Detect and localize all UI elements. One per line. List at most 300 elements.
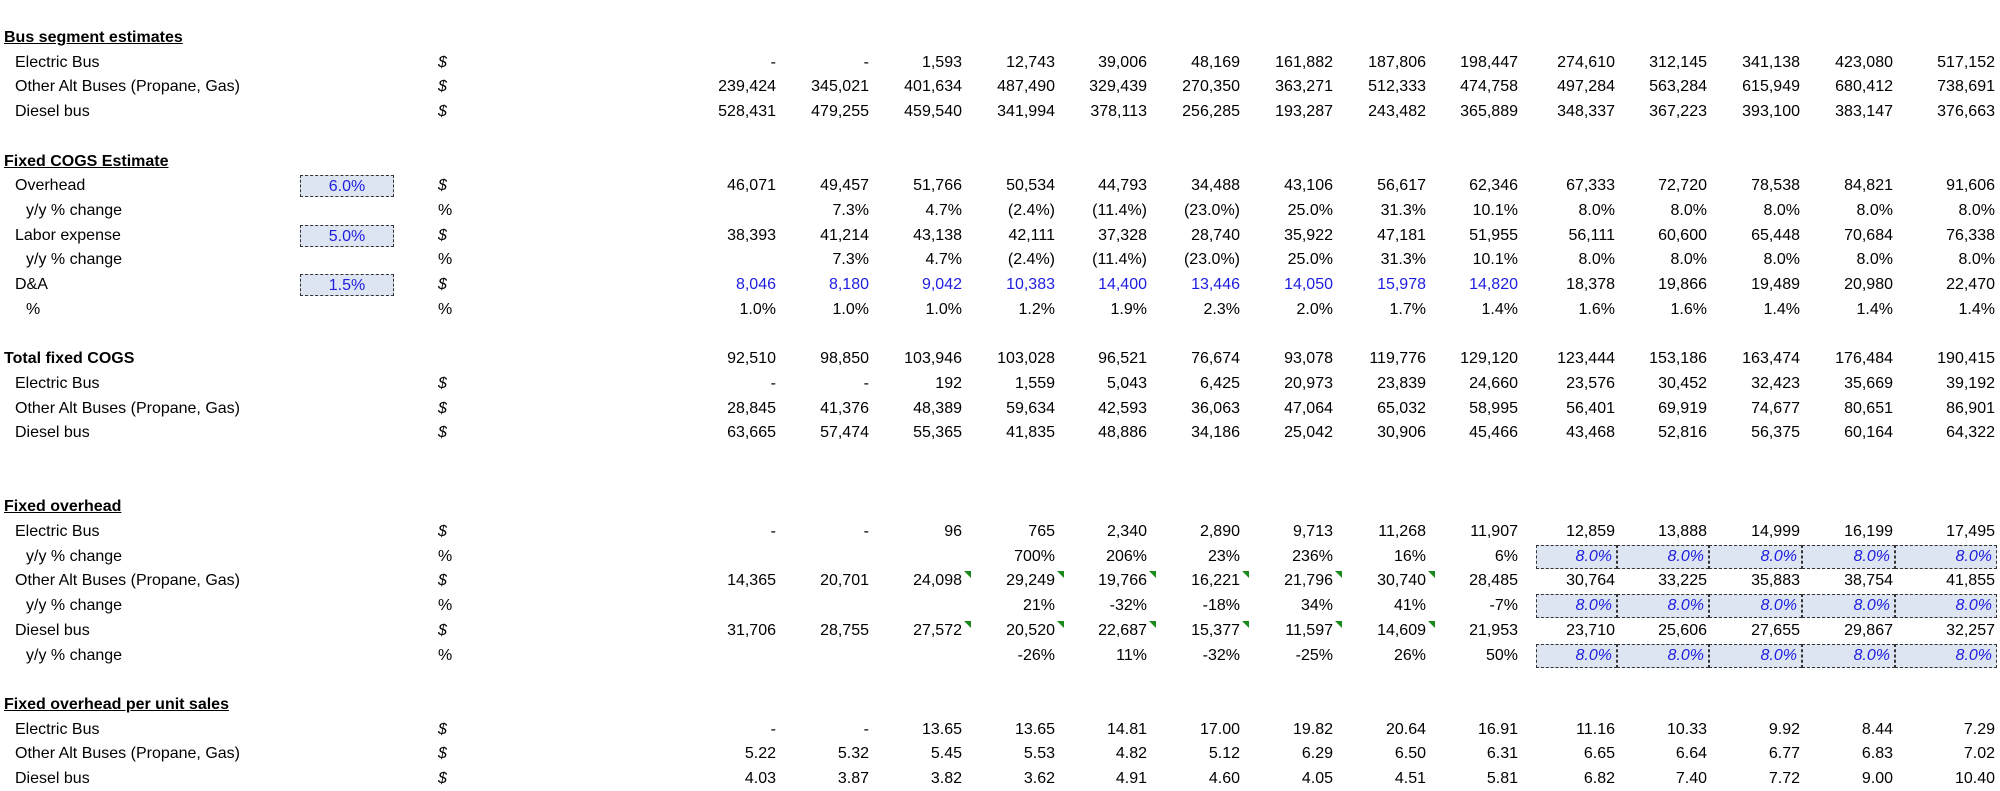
value-cell[interactable]: 37,328 <box>1098 226 1147 244</box>
value-cell[interactable]: 14,609 <box>1377 621 1426 639</box>
value-cell[interactable]: (11.4%) <box>1092 251 1147 269</box>
value-cell[interactable]: 72,720 <box>1658 177 1707 195</box>
value-cell[interactable]: 70,684 <box>1844 226 1893 244</box>
value-cell[interactable]: 497,284 <box>1557 78 1615 96</box>
value-cell[interactable]: 14.81 <box>1106 720 1147 738</box>
value-cell[interactable]: 50,534 <box>1006 177 1055 195</box>
value-cell[interactable]: 329,439 <box>1089 78 1147 96</box>
value-cell[interactable]: (2.4%) <box>1007 251 1055 269</box>
value-cell[interactable]: 30,906 <box>1377 424 1426 442</box>
row-sublabel[interactable]: y/y % change <box>26 646 123 664</box>
value-cell[interactable]: 56,617 <box>1377 177 1426 195</box>
row-sublabel[interactable]: y/y % change <box>26 597 123 615</box>
value-cell[interactable]: 29,249 <box>1006 572 1055 590</box>
value-cell[interactable]: 8.0% <box>1958 251 1995 269</box>
value-cell[interactable]: 39,006 <box>1098 53 1147 71</box>
forecast-input-cell[interactable]: 8.0% <box>1895 644 1997 668</box>
value-cell[interactable] <box>874 545 962 569</box>
value-cell[interactable]: (2.4%) <box>1007 201 1055 219</box>
value-cell[interactable]: 10.1% <box>1472 201 1518 219</box>
value-cell[interactable]: 30,764 <box>1566 572 1615 590</box>
value-cell[interactable]: - <box>863 720 869 738</box>
value-cell[interactable]: 383,147 <box>1835 103 1893 121</box>
value-cell[interactable]: 8.0% <box>1856 201 1893 219</box>
value-cell[interactable]: 30,452 <box>1658 374 1707 392</box>
value-cell[interactable]: 8.0% <box>1670 201 1707 219</box>
total-cell[interactable]: 153,186 <box>1649 350 1707 368</box>
value-cell[interactable]: 6.64 <box>1675 745 1707 763</box>
value-cell[interactable]: 57,474 <box>820 424 869 442</box>
value-cell[interactable]: 14,365 <box>727 572 776 590</box>
value-cell[interactable]: 1.2% <box>1018 300 1055 318</box>
value-cell[interactable]: 7.72 <box>1768 770 1800 787</box>
forecast-input-cell[interactable]: 8.0% <box>1536 644 1617 668</box>
value-cell[interactable] <box>688 594 776 618</box>
value-cell[interactable]: 64,322 <box>1946 424 1995 442</box>
value-cell[interactable]: 1.4% <box>1958 300 1995 318</box>
value-cell[interactable]: 3.82 <box>930 770 962 787</box>
value-cell[interactable]: 12,859 <box>1566 523 1615 540</box>
value-cell[interactable]: 6.65 <box>1583 745 1615 763</box>
value-cell[interactable]: 6.50 <box>1394 745 1426 763</box>
value-cell[interactable]: 48,389 <box>913 399 962 417</box>
value-cell[interactable]: 243,482 <box>1368 103 1426 121</box>
value-cell[interactable]: 55,365 <box>913 424 962 442</box>
value-cell[interactable]: 367,223 <box>1649 103 1707 121</box>
forecast-input-cell[interactable]: 8.0% <box>1895 545 1997 569</box>
value-cell[interactable]: 198,447 <box>1460 53 1518 71</box>
value-cell[interactable]: 25,606 <box>1658 621 1707 639</box>
value-cell[interactable]: 27,655 <box>1751 621 1800 639</box>
value-cell[interactable]: 41% <box>1393 597 1426 615</box>
value-cell[interactable]: 1.6% <box>1670 300 1707 318</box>
value-cell[interactable]: 378,113 <box>1090 103 1147 121</box>
value-cell[interactable]: 42,111 <box>1008 226 1055 244</box>
value-cell[interactable]: 8,046 <box>735 276 776 293</box>
value-cell[interactable]: 5.81 <box>1486 770 1518 787</box>
value-cell[interactable] <box>688 199 776 223</box>
total-cell[interactable]: 123,444 <box>1557 350 1615 368</box>
value-cell[interactable]: 59,634 <box>1006 399 1055 417</box>
value-cell[interactable]: 11% <box>1116 646 1147 664</box>
value-cell[interactable]: 270,350 <box>1182 78 1240 96</box>
value-cell[interactable]: 187,806 <box>1368 53 1426 71</box>
value-cell[interactable]: 47,181 <box>1377 226 1426 244</box>
value-cell[interactable]: 1.9% <box>1110 300 1147 318</box>
value-cell[interactable]: 8.0% <box>1763 201 1800 219</box>
total-cell[interactable]: 92,510 <box>727 350 776 368</box>
value-cell[interactable]: 10.1% <box>1472 251 1518 269</box>
value-cell[interactable]: 51,955 <box>1469 226 1518 244</box>
value-cell[interactable]: 193,287 <box>1275 103 1333 121</box>
row-label[interactable]: Electric Bus <box>15 53 100 71</box>
value-cell[interactable]: 21,953 <box>1469 621 1518 639</box>
value-cell[interactable]: 16,199 <box>1844 523 1893 540</box>
forecast-input-cell[interactable]: 8.0% <box>1802 594 1895 618</box>
value-cell[interactable]: 80,651 <box>1844 399 1893 417</box>
value-cell[interactable]: 69,919 <box>1658 399 1707 417</box>
value-cell[interactable]: 1.0% <box>925 300 962 318</box>
value-cell[interactable]: 29,867 <box>1844 621 1893 639</box>
value-cell[interactable]: 13,446 <box>1191 276 1240 293</box>
value-cell[interactable]: 28,485 <box>1469 572 1518 590</box>
row-label[interactable]: Other Alt Buses (Propane, Gas) <box>15 399 240 417</box>
section-header[interactable]: Total fixed COGS <box>4 350 135 368</box>
section-header[interactable]: Bus segment estimates <box>4 29 183 46</box>
value-cell[interactable]: 14,820 <box>1469 276 1518 293</box>
forecast-input-cell[interactable]: 8.0% <box>1536 545 1617 569</box>
value-cell[interactable]: 33,225 <box>1658 572 1707 590</box>
value-cell[interactable]: 9.92 <box>1768 720 1800 738</box>
row-label[interactable]: Electric Bus <box>15 720 100 738</box>
value-cell[interactable]: 28,845 <box>727 399 776 417</box>
value-cell[interactable]: 60,164 <box>1844 424 1893 442</box>
value-cell[interactable]: 21,796 <box>1284 572 1333 590</box>
row-label[interactable]: Electric Bus <box>15 374 100 392</box>
total-cell[interactable]: 103,946 <box>904 350 962 368</box>
value-cell[interactable]: 28,740 <box>1191 226 1240 244</box>
value-cell[interactable]: 16.91 <box>1477 720 1518 738</box>
value-cell[interactable]: 86,901 <box>1946 399 1995 417</box>
value-cell[interactable] <box>874 594 962 618</box>
total-cell[interactable]: 119,776 <box>1369 350 1426 368</box>
value-cell[interactable]: 6,425 <box>1199 374 1240 392</box>
value-cell[interactable]: - <box>770 720 776 738</box>
value-cell[interactable]: 6.31 <box>1486 745 1518 763</box>
value-cell[interactable]: 7.02 <box>1963 745 1995 763</box>
value-cell[interactable]: - <box>770 53 776 71</box>
row-sublabel[interactable]: y/y % change <box>26 201 123 219</box>
value-cell[interactable]: 65,032 <box>1377 399 1426 417</box>
value-cell[interactable]: 35,922 <box>1284 226 1333 244</box>
value-cell[interactable]: 19,489 <box>1751 276 1800 293</box>
value-cell[interactable]: 76,338 <box>1946 226 1995 244</box>
value-cell[interactable]: 32,257 <box>1946 621 1995 639</box>
value-cell[interactable]: 96 <box>944 523 962 540</box>
row-label[interactable]: Diesel bus <box>15 621 90 639</box>
forecast-input-cell[interactable]: 8.0% <box>1709 644 1802 668</box>
value-cell[interactable]: -7% <box>1489 597 1518 615</box>
value-cell[interactable]: 14,400 <box>1098 276 1147 293</box>
value-cell[interactable]: 48,886 <box>1098 424 1147 442</box>
value-cell[interactable]: 16% <box>1393 547 1426 565</box>
value-cell[interactable]: 5,043 <box>1106 374 1147 392</box>
total-cell[interactable]: 190,415 <box>1937 350 1995 368</box>
value-cell[interactable]: 1.7% <box>1389 300 1426 318</box>
value-cell[interactable]: 11.16 <box>1576 720 1615 738</box>
row-label[interactable]: Other Alt Buses (Propane, Gas) <box>15 745 240 763</box>
value-cell[interactable]: 765 <box>1028 523 1055 540</box>
value-cell[interactable]: 4.82 <box>1115 745 1147 763</box>
value-cell[interactable]: 239,424 <box>718 78 776 96</box>
value-cell[interactable]: -26% <box>1017 646 1055 664</box>
value-cell[interactable]: 206% <box>1106 547 1147 565</box>
total-cell[interactable]: 98,850 <box>820 350 869 368</box>
value-cell[interactable]: 39,192 <box>1946 374 1995 392</box>
value-cell[interactable]: 41,855 <box>1946 572 1995 590</box>
value-cell[interactable]: 44,793 <box>1098 177 1147 195</box>
value-cell[interactable]: 312,145 <box>1649 53 1707 71</box>
value-cell[interactable]: (11.4%) <box>1092 201 1147 219</box>
value-cell[interactable]: 31,706 <box>727 621 776 639</box>
value-cell[interactable]: 43,106 <box>1284 177 1333 195</box>
value-cell[interactable]: 3.62 <box>1023 770 1055 787</box>
value-cell[interactable]: 31.3% <box>1380 201 1426 219</box>
value-cell[interactable]: 459,540 <box>904 103 962 121</box>
value-cell[interactable]: 5.12 <box>1208 745 1240 763</box>
value-cell[interactable]: - <box>770 523 776 540</box>
value-cell[interactable]: 10,383 <box>1006 276 1055 293</box>
value-cell[interactable]: 31.3% <box>1380 251 1426 269</box>
value-cell[interactable]: 10.40 <box>1954 770 1995 787</box>
value-cell[interactable]: 5.32 <box>837 745 869 763</box>
value-cell[interactable]: 17,495 <box>1946 523 1995 540</box>
value-cell[interactable]: 1,559 <box>1014 374 1055 392</box>
forecast-input-cell[interactable]: 8.0% <box>1895 594 1997 618</box>
value-cell[interactable]: 65,448 <box>1751 226 1800 244</box>
value-cell[interactable]: 25,042 <box>1284 424 1333 442</box>
value-cell[interactable]: 48,169 <box>1191 53 1240 71</box>
value-cell[interactable]: 30,740 <box>1377 572 1426 590</box>
value-cell[interactable]: 1.4% <box>1763 300 1800 318</box>
value-cell[interactable]: 341,994 <box>997 103 1055 121</box>
value-cell[interactable]: 15,978 <box>1377 276 1426 293</box>
value-cell[interactable]: 15,377 <box>1191 621 1240 639</box>
value-cell[interactable]: 11,268 <box>1378 523 1426 540</box>
section-header[interactable]: Fixed COGS Estimate <box>4 152 169 170</box>
value-cell[interactable]: 2,890 <box>1199 523 1240 540</box>
value-cell[interactable]: 49,457 <box>820 177 869 195</box>
value-cell[interactable]: 7.3% <box>832 201 869 219</box>
value-cell[interactable]: 13.65 <box>1014 720 1055 738</box>
value-cell[interactable] <box>874 644 962 668</box>
value-cell[interactable]: 28,755 <box>820 621 869 639</box>
value-cell[interactable]: 13,888 <box>1658 523 1707 540</box>
value-cell[interactable]: 13.65 <box>921 720 962 738</box>
value-cell[interactable]: 62,346 <box>1469 177 1518 195</box>
value-cell[interactable]: 5.22 <box>744 745 776 763</box>
value-cell[interactable]: 74,677 <box>1751 399 1800 417</box>
value-cell[interactable]: 23,576 <box>1566 374 1615 392</box>
row-label[interactable]: Electric Bus <box>15 523 100 540</box>
value-cell[interactable]: 58,995 <box>1469 399 1518 417</box>
value-cell[interactable]: 528,431 <box>718 103 776 121</box>
value-cell[interactable]: 1.0% <box>739 300 776 318</box>
value-cell[interactable]: 236% <box>1292 547 1333 565</box>
value-cell[interactable]: 3.87 <box>837 770 869 787</box>
value-cell[interactable]: 41,835 <box>1006 424 1055 442</box>
value-cell[interactable]: 63,665 <box>727 424 776 442</box>
value-cell[interactable]: 4.91 <box>1115 770 1147 787</box>
row-label[interactable]: Labor expense <box>15 226 121 244</box>
value-cell[interactable]: 35,669 <box>1844 374 1893 392</box>
value-cell[interactable]: 22,470 <box>1946 276 1995 293</box>
value-cell[interactable]: -25% <box>1295 646 1333 664</box>
assumption-input[interactable]: 1.5% <box>300 274 394 296</box>
value-cell[interactable]: 20,973 <box>1284 374 1333 392</box>
value-cell[interactable]: 34% <box>1300 597 1333 615</box>
value-cell[interactable]: 43,138 <box>913 226 962 244</box>
value-cell[interactable]: 8,180 <box>828 276 869 293</box>
section-header[interactable]: Fixed overhead <box>4 498 122 516</box>
value-cell[interactable] <box>688 545 776 569</box>
value-cell[interactable]: 19,766 <box>1098 572 1147 590</box>
forecast-input-cell[interactable]: 8.0% <box>1709 545 1802 569</box>
value-cell[interactable]: - <box>863 523 869 540</box>
total-cell[interactable]: 93,078 <box>1284 350 1333 368</box>
total-cell[interactable]: 103,028 <box>997 350 1055 368</box>
value-cell[interactable]: 4.51 <box>1394 770 1426 787</box>
value-cell[interactable]: 8.44 <box>1861 720 1893 738</box>
value-cell[interactable]: -32% <box>1109 597 1147 615</box>
value-cell[interactable]: 18,378 <box>1566 276 1615 293</box>
value-cell[interactable]: 60,600 <box>1658 226 1707 244</box>
value-cell[interactable]: 6% <box>1494 547 1518 565</box>
row-sublabel[interactable]: y/y % change <box>26 547 123 565</box>
row-label[interactable]: Other Alt Buses (Propane, Gas) <box>15 78 240 96</box>
value-cell[interactable]: 6.29 <box>1301 745 1333 763</box>
value-cell[interactable]: 6.83 <box>1861 745 1893 763</box>
value-cell[interactable]: 23,839 <box>1377 374 1426 392</box>
forecast-input-cell[interactable]: 8.0% <box>1617 545 1709 569</box>
value-cell[interactable]: 26% <box>1393 646 1426 664</box>
value-cell[interactable]: 365,889 <box>1460 103 1518 121</box>
value-cell[interactable]: 4.03 <box>744 770 776 787</box>
value-cell[interactable]: 8.0% <box>1763 251 1800 269</box>
row-sublabel[interactable]: % <box>26 300 41 318</box>
value-cell[interactable]: 2.3% <box>1203 300 1240 318</box>
value-cell[interactable]: 11,597 <box>1285 621 1333 639</box>
value-cell[interactable]: 43,468 <box>1566 424 1615 442</box>
value-cell[interactable]: 20,980 <box>1844 276 1893 293</box>
value-cell[interactable]: 6.77 <box>1768 745 1800 763</box>
total-cell[interactable]: 129,120 <box>1460 350 1518 368</box>
value-cell[interactable]: 42,593 <box>1098 399 1147 417</box>
value-cell[interactable]: 56,375 <box>1751 424 1800 442</box>
value-cell[interactable]: 20,701 <box>820 572 869 590</box>
value-cell[interactable]: 4.7% <box>925 251 962 269</box>
value-cell[interactable]: 9.00 <box>1861 770 1893 787</box>
value-cell[interactable]: 517,152 <box>1937 53 1995 71</box>
value-cell[interactable]: 46,071 <box>727 177 776 195</box>
value-cell[interactable]: 6.82 <box>1583 770 1615 787</box>
row-label[interactable]: Diesel bus <box>15 424 90 442</box>
value-cell[interactable]: 50% <box>1485 646 1518 664</box>
value-cell[interactable]: - <box>863 374 869 392</box>
total-cell[interactable]: 163,474 <box>1742 350 1800 368</box>
value-cell[interactable]: 1,593 <box>921 53 962 71</box>
value-cell[interactable] <box>688 248 776 272</box>
value-cell[interactable]: 479,255 <box>811 103 869 121</box>
value-cell[interactable]: 20.64 <box>1385 720 1426 738</box>
value-cell[interactable]: 38,393 <box>727 226 776 244</box>
value-cell[interactable]: 11,907 <box>1470 523 1518 540</box>
value-cell[interactable]: 256,285 <box>1182 103 1240 121</box>
value-cell[interactable]: 9,042 <box>921 276 962 293</box>
value-cell[interactable]: (23.0%) <box>1183 251 1240 269</box>
forecast-input-cell[interactable]: 8.0% <box>1536 594 1617 618</box>
value-cell[interactable]: 1.6% <box>1578 300 1615 318</box>
value-cell[interactable]: - <box>863 53 869 71</box>
value-cell[interactable]: 20,520 <box>1006 621 1055 639</box>
value-cell[interactable]: 10.33 <box>1666 720 1707 738</box>
value-cell[interactable]: 161,882 <box>1275 53 1333 71</box>
value-cell[interactable]: 1.0% <box>832 300 869 318</box>
value-cell[interactable]: 27,572 <box>913 621 962 639</box>
value-cell[interactable]: 563,284 <box>1649 78 1707 96</box>
value-cell[interactable]: 2,340 <box>1106 523 1147 540</box>
value-cell[interactable]: 2.0% <box>1296 300 1333 318</box>
value-cell[interactable]: 17.00 <box>1199 720 1240 738</box>
value-cell[interactable]: 91,606 <box>1946 177 1995 195</box>
value-cell[interactable]: 56,401 <box>1566 399 1615 417</box>
value-cell[interactable]: 192 <box>935 374 962 392</box>
row-label[interactable]: D&A <box>15 276 48 293</box>
value-cell[interactable]: 41,376 <box>820 399 869 417</box>
value-cell[interactable]: 14,050 <box>1284 276 1333 293</box>
value-cell[interactable]: 32,423 <box>1751 374 1800 392</box>
assumption-input[interactable]: 5.0% <box>300 225 394 247</box>
value-cell[interactable]: 36,063 <box>1191 399 1240 417</box>
value-cell[interactable]: 23,710 <box>1566 621 1615 639</box>
value-cell[interactable]: 84,821 <box>1844 177 1893 195</box>
value-cell[interactable]: 23% <box>1207 547 1240 565</box>
value-cell[interactable]: 738,691 <box>1937 78 1995 96</box>
value-cell[interactable]: 393,100 <box>1742 103 1800 121</box>
total-cell[interactable]: 176,484 <box>1835 350 1893 368</box>
value-cell[interactable]: 274,610 <box>1557 53 1615 71</box>
value-cell[interactable]: 8.0% <box>1578 251 1615 269</box>
value-cell[interactable]: 7.40 <box>1675 770 1707 787</box>
value-cell[interactable]: 474,758 <box>1460 78 1518 96</box>
assumption-input[interactable]: 6.0% <box>300 175 394 197</box>
total-cell[interactable]: 96,521 <box>1098 350 1147 368</box>
value-cell[interactable]: 21% <box>1022 597 1055 615</box>
value-cell[interactable]: 363,271 <box>1275 78 1333 96</box>
value-cell[interactable]: -32% <box>1202 646 1240 664</box>
value-cell[interactable]: 52,816 <box>1658 424 1707 442</box>
value-cell[interactable]: 19.82 <box>1292 720 1333 738</box>
row-label[interactable]: Diesel bus <box>15 770 90 787</box>
forecast-input-cell[interactable]: 8.0% <box>1802 644 1895 668</box>
value-cell[interactable]: 5.53 <box>1023 745 1055 763</box>
value-cell[interactable]: 38,754 <box>1844 572 1893 590</box>
row-label[interactable]: Other Alt Buses (Propane, Gas) <box>15 572 240 590</box>
value-cell[interactable]: 8.0% <box>1958 201 1995 219</box>
value-cell[interactable]: 34,186 <box>1191 424 1240 442</box>
value-cell[interactable]: 25.0% <box>1287 251 1333 269</box>
value-cell[interactable]: 8.0% <box>1578 201 1615 219</box>
value-cell[interactable]: - <box>770 374 776 392</box>
value-cell[interactable]: 4.60 <box>1208 770 1240 787</box>
value-cell[interactable]: 700% <box>1014 547 1055 565</box>
value-cell[interactable]: 9,713 <box>1292 523 1333 540</box>
value-cell[interactable]: 78,538 <box>1751 177 1800 195</box>
value-cell[interactable]: 35,883 <box>1751 572 1800 590</box>
value-cell[interactable]: 1.4% <box>1856 300 1893 318</box>
value-cell[interactable]: 16,221 <box>1191 572 1240 590</box>
value-cell[interactable]: 4.7% <box>925 201 962 219</box>
value-cell[interactable]: 7.3% <box>832 251 869 269</box>
value-cell[interactable]: 487,490 <box>997 78 1055 96</box>
value-cell[interactable]: 51,766 <box>913 177 962 195</box>
forecast-input-cell[interactable]: 8.0% <box>1617 644 1709 668</box>
value-cell[interactable] <box>781 545 869 569</box>
value-cell[interactable]: 7.29 <box>1963 720 1995 738</box>
value-cell[interactable]: 680,412 <box>1835 78 1893 96</box>
forecast-input-cell[interactable]: 8.0% <box>1617 594 1709 618</box>
value-cell[interactable]: 376,663 <box>1937 103 1995 121</box>
